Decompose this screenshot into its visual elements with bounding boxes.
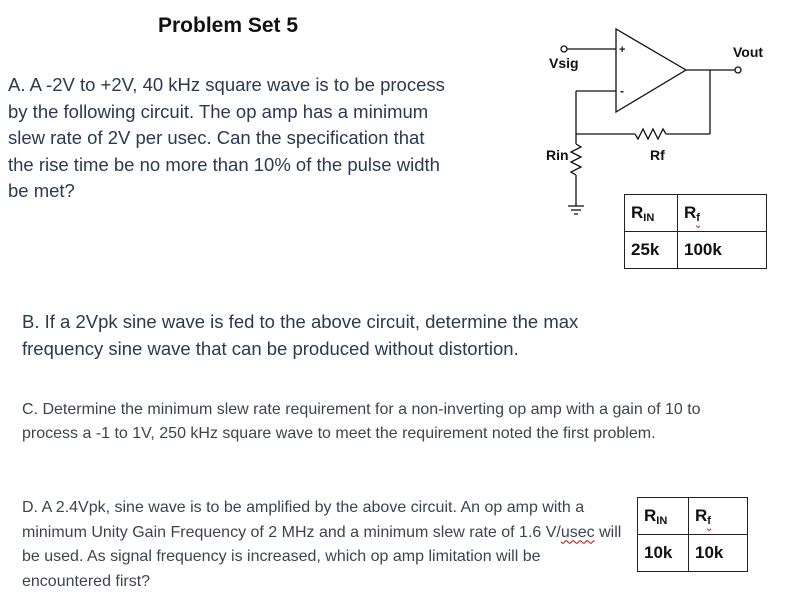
problem-c-text: C. Determine the minimum slew rate requirement for a non-inverting op amp with a gain of 10 to process a -1 to 1V, 250 kHz square wave to meet the requirement noted the first problem. bbox=[22, 401, 701, 442]
problem-b-text: B. If a 2Vpk sine wave is fed to the above circuit, determine the max frequency sine wave that can be produced without distortion. bbox=[22, 311, 579, 359]
minus-sign: - bbox=[620, 84, 624, 98]
vsig-label: Vsig bbox=[549, 55, 579, 71]
rin-resistor bbox=[571, 144, 581, 175]
rin-value-cell: 10k bbox=[638, 535, 689, 572]
resistor-table-1 bbox=[624, 194, 767, 269]
opamp-symbol bbox=[616, 29, 686, 112]
rin-label: Rin bbox=[546, 147, 569, 163]
vsig-terminal bbox=[561, 46, 567, 52]
vout-terminal bbox=[735, 67, 741, 73]
rf-value-cell: 100k bbox=[678, 232, 767, 269]
problem-d-text: D. A 2.4Vpk, sine wave is to be amplified by the above circuit. An op amp with a minimum Unity Gain Frequency of 2 MHz and a minimum slew rate of 1.6 V/usec will be used. As signal frequency is increased, which op amp limitation will be encountered first? bbox=[22, 499, 622, 590]
problem-a-text: A. A -2V to +2V, 40 kHz square wave is to be process by the following circuit. The op amp has a minimum slew rate of 2V per usec. Can the specification that the rise time be no more than 10% of the pulse width be met? bbox=[8, 74, 445, 201]
rin-value-cell: 25k bbox=[625, 232, 678, 269]
page-title: Problem Set 5 bbox=[158, 14, 299, 37]
vout-label: Vout bbox=[733, 44, 764, 60]
rin-header-cell: $R_{IN}$ bbox=[638, 498, 689, 535]
resistor-table-2 bbox=[637, 497, 748, 572]
rf-resistor bbox=[635, 129, 666, 139]
rf-header-cell: $R_f$ bbox=[689, 498, 748, 535]
rin-header-cell: $R_{IN}$ bbox=[625, 195, 678, 232]
plus-sign: + bbox=[619, 44, 626, 56]
rf-header-cell: $R_f$ bbox=[678, 195, 767, 232]
rf-value-cell: 10k bbox=[689, 535, 748, 572]
rf-label: Rf bbox=[650, 147, 665, 163]
